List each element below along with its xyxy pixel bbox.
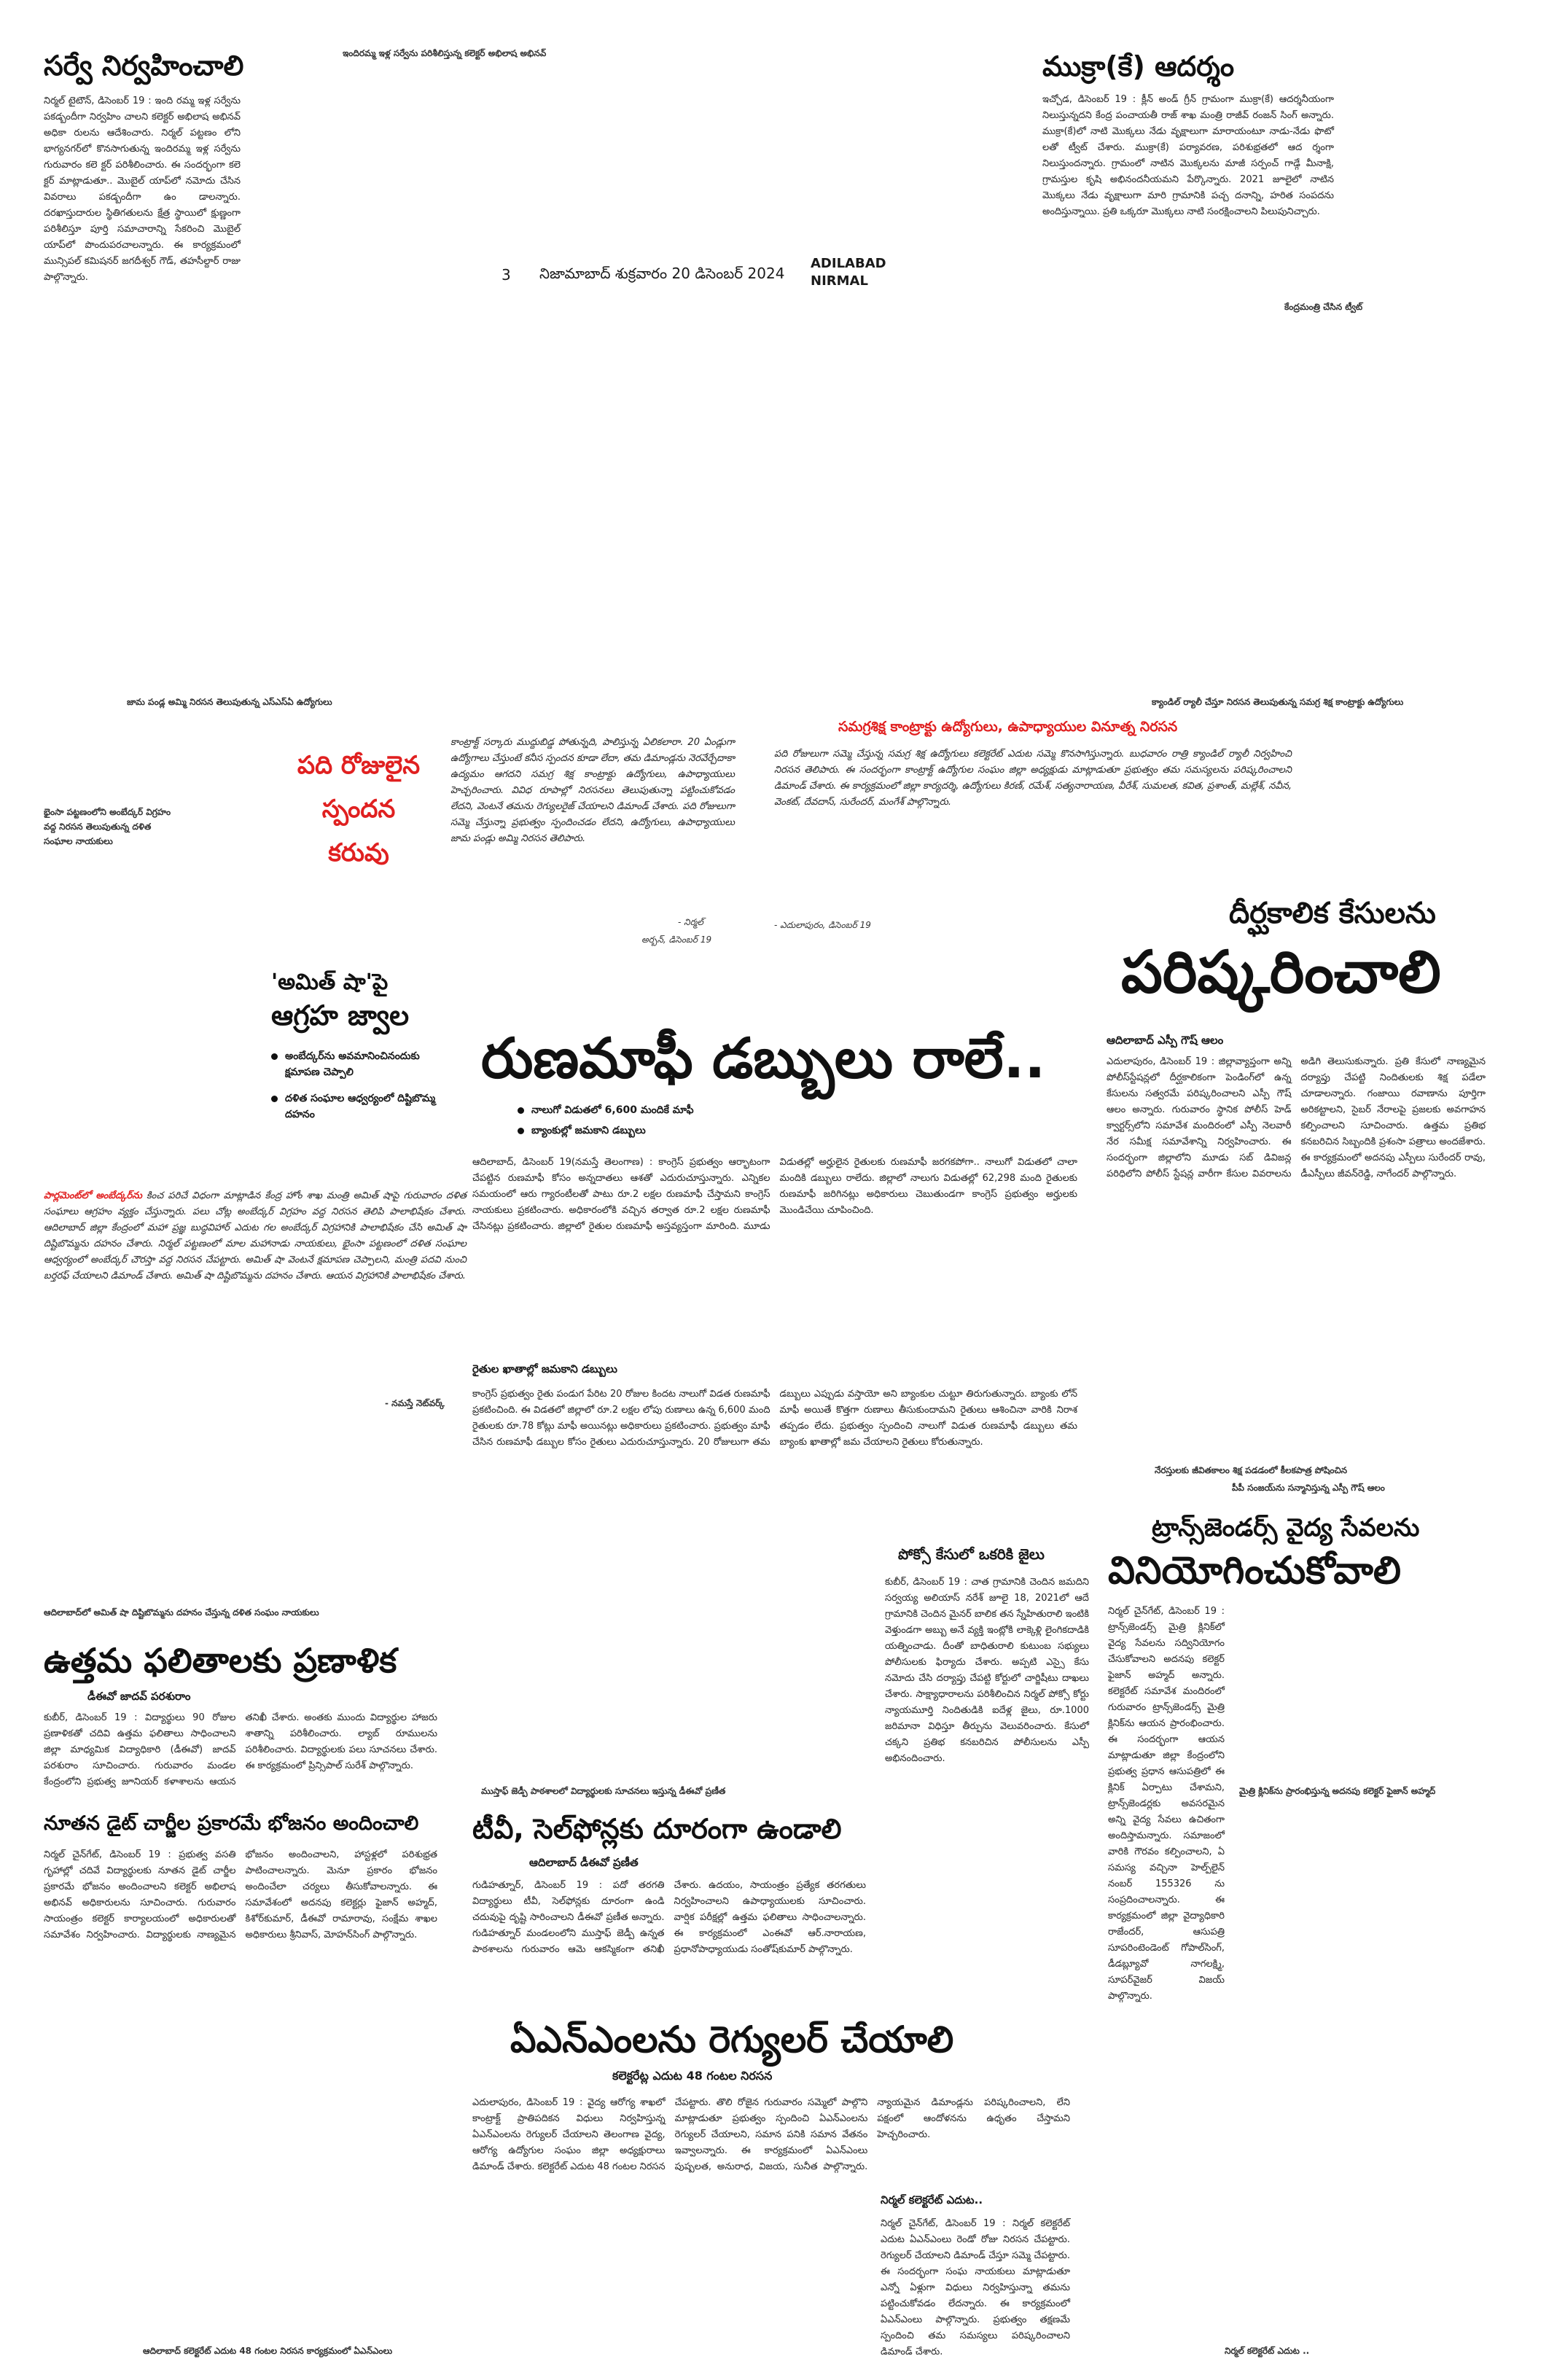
byline: ఆదిలాబాద్ ఎస్పీ గౌష్ ఆలం [1107, 1034, 1224, 1047]
headline: సర్వే నిర్వహించాలి [44, 50, 244, 82]
article-body: పది రోజులుగా సమ్మె చేస్తున్న సమగ్ర శిక్ష ఉద్యోగులు కలెక్టరేట్ ఎదుట సమ్మె కొనసాగిస్తున్నారు. బుధవారం రాత్రి క్యాండిల్ ర్యాలీ నిర్వహించి నిరసన తెలిపారు. ఈ సందర్భంగా కాంట్రాక్ట్ ఉద్యోగుల సంఘం జిల్లా అధ్యక్షుడు మాట్లాడుతూ ప్రభుత్వం తమ సమస్యలను పరిష్కరించాలని డిమాండ్ చేశారు. ఈ కార్యక్రమంలో జిల్లా కార్యదర్శి, ఉద్యోగులు కిరణ్, రమేశ్, సత్యనారాయణ, వీరేశ్, సుమలత, కవిత, ప్రశాంత్, మల్లేశ్, నవీన, వెంకట్, దేవదాస్, సురేందర్, మంగేశ్ పాల్గొన్నారు. [774, 749, 1292, 808]
headline: పరిష్కరించాలి [1121, 938, 1441, 1006]
edition-label [811, 255, 886, 290]
article-mukra [1042, 48, 1509, 220]
headline: వినియోగించుకోవాలి [1108, 1549, 1401, 1593]
photo-caption: భైంసా పట్టణంలోని అంబేద్కర్ విగ్రహం వద్ద నిరసన తెలుపుతున్న దళిత సంఘాల నాయకులు [44, 807, 171, 846]
article-survey [44, 48, 328, 286]
photo-caption: నిర్మల్ కలెక్టరేట్ ఎదుట .. [1225, 2346, 1310, 2356]
signature: - నమస్తే నెట్‌వర్క్ [385, 1398, 445, 1408]
lead-text: పార్లమెంట్‌లో అంబేద్కర్‌ను [44, 1190, 142, 1201]
signature: అర్బన్, డిసెంబర్ 19 [641, 935, 712, 945]
article-body: కుబీర్, డిసెంబర్ 19 : విద్యార్థులు 90 రోజుల ప్రణాళికతో చదివి ఉత్తమ ఫలితాలు సాధించాలని జిల్లా మాధ్యమిక విద్యాధికారి (డీఈవో) జాదవ్ పరశురాం సూచించారు. గురువారం మండల కేంద్రంలోని ప్రభుత్వ జూనియర్ కళాశాలను ఆయన తనిఖీ చేశారు. అంతకు ముందు విద్యార్థుల హాజరు శాతాన్ని పరిశీలించారు. ల్యాబ్ రూములను పరిశీలించారు. విద్యార్థులకు పలు సూచనలు చేశారు. ఈ కార్యక్రమంలో ప్రిన్సిపాల్ సురేశ్ పాల్గొన్నారు. [44, 1712, 437, 1787]
bullet-text: నాలుగో విడుతలో 6,600 మందికే మాఫీ [531, 1104, 694, 1116]
bullet-icon [518, 1107, 524, 1114]
headline: పోక్సో కేసులో ఒకరికి జైలు [898, 1545, 1045, 1563]
photo-caption: ఇందిరమ్మ ఇళ్ల సర్వేను పరిశీలిస్తున్న కలెక్టర్ అభిలాష అభినవ్ [343, 48, 547, 58]
article-body: కాంట్రాక్ట్ సర్కారు ముద్దుబిడ్డ పోతున్నది, పాలిస్తున్న ఏలికలారా. 20 ఏండ్లుగా ఉద్యోగాలు చేస్తుంటే కనీస స్పందన కూడా లేదా, తమ డిమాండ్లను నెరవేర్చేదాకా ఉద్యమం ఆగదని సమగ్ర శిక్ష కాంట్రాక్టు ఉద్యోగులు, ఉపాధ్యాయులు హెచ్చరించారు. వివిధ రూపాల్లో నిరసనలు తెలుపుతున్నా పట్టించుకోవడం లేదని, వెంటనే తమను రెగ్యులరైజ్ చేయాలని డిమాండ్ చేశారు. పది రోజులుగా సమ్మె చేస్తున్నా ప్రభుత్వం స్పందించడం లేదని, ఉద్యోగులు, ఉపాధ్యాయులు జామ పండ్లు అమ్మి నిరసన తెలిపారు. [450, 737, 735, 844]
photo-caption: పీపీ సంజయ్‌ను సన్మానిస్తున్న ఎస్పీ గౌష్ ఆలం [1232, 1483, 1385, 1493]
bullet-icon [271, 1096, 278, 1102]
body-text: కించ పరిచే విధంగా మాట్లాడిన కేంద్ర హోం శాఖ మంత్రి అమిత్ షాపై గురువారం దళిత సంఘాలు ఆగ్రహం వ్యక్తం చేస్తున్నారు. పలు చోట్ల అంబేద్కర్ విగ్రహం వద్ద నిరసన తెలిపి పాలాభిషేకం చేశారు. ఆదిలాబాద్ జిల్లా కేంద్రంలో మహా ప్రజ్ఞ బుద్ధవిహార్ ఎదుట గల అంబేద్కర్ విగ్రహానికి పాలాభిషేకం చేసి అమిత్ షా దిష్టిబొమ్మను దహనం చేశారు. నిర్మల్ పట్టణంలో మాల మహానాడు నాయకులు, భైంసా పట్టణంలో దళిత సంఘాల ఆధ్వర్యంలో అంబేద్కర్ చౌరస్తా వద్ద నిరసన చేపట్టారు. అమిత్ షా వెంటనే క్షమాపణ చెప్పాలని, మంత్రి పదవి నుంచి బర్తరఫ్ చేయాలని డిమాండ్ చేశారు. అమిత్ షా దిష్టిబొమ్మను దహనం చేశారు. ఆయన విగ్రహానికి పాలాభిషేకం చేశారు. [44, 1190, 467, 1281]
kicker: దీర్ఘకాలిక కేసులను [1229, 897, 1436, 930]
article-body: గుడిహత్నూర్, డిసెంబర్ 19 : పదో తరగతి విద్యార్థులు టీవీ, సెల్‌ఫోన్లకు దూరంగా ఉండి చదువుపై దృష్టి సారించాలని డీఈవో ప్రణీత అన్నారు. గుడిహత్నూర్ మండలంలోని ముస్తాఫ్ జెడ్పీ ఉన్నత పాఠశాలను గురువారం ఆమె ఆకస్మికంగా తనిఖీ చేశారు. ఉదయం, సాయంత్రం ప్రత్యేక తరగతులు నిర్వహించాలని ఉపాధ్యాయులకు సూచించారు. వార్షిక పరీక్షల్లో ఉత్తమ ఫలితాలు సాధించాలన్నారు. ఈ కార్యక్రమంలో ఎంఈవో ఆర్.నారాయణ, ప్రధానోపాధ్యాయుడు సంతోష్‌కుమార్ పాల్గొన్నారు. [472, 1880, 866, 1955]
red-callout [278, 744, 439, 875]
headline: ఏఎన్ఎంలను రెగ్యులర్ చేయాలి [510, 2018, 954, 2061]
article-body: నిర్మల్ టైటౌన్, డిసెంబర్ 19 : ఇంది రమ్మ ఇళ్ల సర్వేను పకడ్బందీగా నిర్వహిం చాలని కలెక్టర్ అభిలాష అభినవ్ అధికా రులను ఆదేశించారు. నిర్మల్ పట్టణం లోని భాగ్యనగర్‌లో కొనసాగుతున్న ఇందిరమ్మ ఇళ్ల సర్వేను గురువారం కలె క్టర్ పరిశీలించారు. ఈ సందర్భంగా కలె క్టర్ మాట్లాడుతూ.. మొబైల్ యాప్‌లో నమోదు చేసిన వివరాలు పకడ్బందీగా ఉం డాలన్నారు. దరఖాస్తుదారుల స్థితిగతులను క్షేత్ర స్థాయిలో క్షుణ్ణంగా పరిశీలిస్తూ పూర్తి సమాచారాన్ని సేకరించి మొబైల్ యాప్‌లో పొందుపరచాలన్నారు. ఈ కార్యక్రమంలో మున్సిపల్ కమిషనర్ జగదీశ్వర్ గౌడ్, తహసీల్దార్ రాజు పాల్గొన్నారు. [44, 95, 241, 283]
article-body: నిర్మల్ చైన్‌గేట్, డిసెంబర్ 19 : నిర్మల్ కలెక్టరేట్ ఎదుట ఏఎన్ఎంలు రెండో రోజు నిరసన చేపట్టారు. రెగ్యులర్ చేయాలని డిమాండ్ చేస్తూ సమ్మె చేపట్టారు. ఈ సందర్భంగా సంఘ నాయకులు మాట్లాడుతూ ఎన్నో ఏళ్లుగా విధులు నిర్వహిస్తున్నా తమను పట్టించుకోవడం లేదన్నారు. ఈ కార్యక్రమంలో ఏఎన్ఎంలు పాల్గొన్నారు. ప్రభుత్వం తక్షణమే స్పందించి తమ సమస్యలు పరిష్కరించాలని డిమాండ్ చేశారు. [881, 2218, 1070, 2357]
article-body: ఆదిలాబాద్, డిసెంబర్ 19(నమస్తే తెలంగాణ) : కాంగ్రెస్ ప్రభుత్వం ఆర్భాటంగా చేపట్టిన రుణమాఫీ కోసం అన్నదాతలు ఆశతో ఎదురుచూస్తున్నారు. ఎన్నికల సమయంలో ఆరు గ్యారంటీలతో పాటు రూ.2 లక్షల రుణమాఫీ చేస్తామని కాంగ్రెస్ నాయకులు ప్రకటించారు. అధికారంలోకి వచ్చిన తర్వాత రూ.2 లక్షల రుణమాఫీ చేసినట్లు ప్రకటించారు. జిల్లాలో రైతుల రుణమాఫీ అస్తవ్యస్తంగా మారింది. మూడు విడుతల్లో అర్హులైన రైతులకు రుణమాఫీ జరగకపోగా.. నాలుగో విడుతలో చాలా మందికి డబ్బులు రాలేదు. జిల్లాలో నాలుగు విడుతల్లో 62,298 మంది రైతులకు రుణమాఫీ జరిగినట్లు అధికారులు చెబుతుండగా కాంగ్రెస్ ప్రభుత్వం అర్హులకు మొండిచేయి చూపించింది. [472, 1157, 1077, 1232]
dateline: నిజామాబాద్ శుక్రవారం 20 డిసెంబర్ 2024 [539, 265, 785, 282]
callout-line: స్పందన [321, 795, 396, 824]
byline: ఆదిలాబాద్ డీఈవో ప్రణీత [529, 1856, 639, 1869]
subheading: నిర్మల్ కలెక్టరేట్ ఎదుట.. [881, 2193, 983, 2207]
headline: ముక్రా(కే) ఆదర్శం [1042, 50, 1235, 82]
bullet-list [271, 1048, 453, 1123]
bullet-text: దళిత సంఘాల ఆధ్వర్యంలో దిష్టిబొమ్మ దహనం [285, 1093, 436, 1120]
page-number: 3 [502, 266, 511, 284]
photo-caption: ముస్తాఫ్ జెడ్పీ పాఠశాలలో విద్యార్థులకు సూచనలు ఇస్తున్న డీఈవో ప్రణీత [481, 1786, 726, 1796]
article-body: ఎదులాపురం, డిసెంబర్ 19 : జిల్లావ్యాప్తంగా అన్ని పోలీస్‌స్టేషన్లలో దీర్ఘకాలికంగా పెండింగ్‌లో ఉన్న కేసులను సత్వరమే పరిష్కరించాలని ఎస్పీ గౌష్ ఆలం అన్నారు. గురువారం స్థానిక పోలీస్ హెడ్ క్వార్టర్స్‌లోని సమావేశ మందిరంలో ఎస్పీ నెలవారీ నేర సమీక్ష సమావేశాన్ని నిర్వహించారు. ఈ సందర్భంగా జిల్లాలోని మూడు సబ్ డివిజన్ల పరిధిలోని పోలీస్ స్టేషన్ల వారీగా కేసుల వివరాలను అడిగి తెలుసుకున్నారు. ప్రతి కేసులో నాణ్యమైన దర్యాప్తు చేపట్టి నిందితులకు శిక్ష పడేలా చూడాలన్నారు. గంజాయి రవాణాను పూర్తిగా అరికట్టాలని, సైబర్ నేరాలపై ప్రజలకు అవగాహన కల్పించాలని సూచించారు. ఉత్తమ ప్రతిభ కనబరిచిన సిబ్బందికి ప్రశంసా పత్రాలు అందజేశారు. ఈ కార్యక్రమంలో అదనపు ఎస్పీలు సురేందర్ రావు, డీఎస్పీలు జీవన్‌రెడ్డి, నాగేందర్ పాల్గొన్నారు. [1107, 1056, 1486, 1179]
callout-line: కరువు [328, 838, 389, 867]
callout-line: పది రోజులైన [297, 751, 421, 780]
bullet-item [518, 1123, 809, 1139]
headline: రుణమాఫీ డబ్బులు రాలే.. [481, 1026, 1046, 1090]
tweet-caption: కేంద్రమంత్రి చేసిన ట్వీట్ [1284, 302, 1363, 312]
headline: టీవీ, సెల్‌ఫోన్లకు దూరంగా ఉండాలి [472, 1813, 842, 1845]
byline: డీఈవో జాదవ్ పరశురాం [87, 1690, 191, 1703]
bullet-list [518, 1102, 809, 1139]
article-body: ఇచ్చోడ, డిసెంబర్ 19 : క్లీన్ అండ్ గ్రీన్ గ్రామంగా ముక్రా(కే) ఆదర్శనీయంగా నిలుస్తున్నదని కేంద్ర పంచాయతీ రాజ్ శాఖ మంత్రి రాజీవ్ రంజన్ సింగ్ అన్నారు. ముక్రా(కే)లో నాటి మొక్కలు నేడు వృక్షాలుగా మారాయంటూ నాడు-నేడు ఫొటో లతో ట్వీట్ చేశారు. ముక్రా(కే) పర్యావరణ, పరిశుభ్రతలో ఆద ర్శంగా నిలుస్తుందన్నారు. గ్రామంలో నాటిన మొక్కలను మాజీ సర్పంచ్ గాడ్గే మీనాక్షి, గ్రామస్తుల కృషి అభినందనీయమని పేర్కొన్నారు. 2021 జూలైలో నాటిన మొక్కలు నేడు వృక్షాలుగా మారి గ్రామానికి పచ్చ దనాన్ని, హరిత సంపదను అందిస్తున్నాయి. ప్రతి ఒక్కరూ మొక్కలు నాటి సంరక్షించాలని పిలుపునిచ్చారు. [1042, 94, 1334, 217]
article-body: ఎదులాపురం, డిసెంబర్ 19 : వైద్య ఆరోగ్య శాఖలో కాంట్రాక్ట్ ప్రాతిపదికన విధులు నిర్వహిస్తున్న ఏఎన్ఎంలను రెగ్యులర్ చేయాలని తెలంగాణ వైద్య, ఆరోగ్య ఉద్యోగుల సంఘం జిల్లా అధ్యక్షురాలు డిమాండ్ చేశారు. కలెక్టరేట్ ఎదుట 48 గంటల నిరసన చేపట్టారు. తొలి రోజైన గురువారం సమ్మెలో పాల్గొని మాట్లాడుతూ ప్రభుత్వం స్పందించి ఏఎన్ఎంలను రెగ్యులర్ చేయాలని, సమాన పనికి సమాన వేతనం ఇవ్వాలన్నారు. ఈ కార్యక్రమంలో ఏఎన్ఎంలు పుష్పలత, అనురాధ, విజయ, సునీత పాల్గొన్నారు. న్యాయమైన డిమాండ్లను పరిష్కరించాలని, లేని పక్షంలో ఆందోళనను ఉధృతం చేస్తామని హెచ్చరించారు. [472, 2097, 1070, 2172]
edition-line: ADILABAD [811, 256, 886, 271]
kicker: ట్రాన్స్‌జెండర్స్ వైద్య సేవలను [1152, 1513, 1420, 1542]
article-body: నిర్మల్ చైన్‌గేట్, డిసెంబర్ 19 : ప్రభుత్వ వసతి గృహాల్లో చదివే విద్యార్థులకు నూతన డైట్ చార్జీల ప్రకారమే భోజనం అందించాలని కలెక్టర్ అభిలాష అభినవ్ అధికారులను సూచించారు. గురువారం సాయంత్రం కలెక్టర్ కార్యాలయంలో అధికారులతో సమావేశం నిర్వహించారు. విద్యార్థులకు నాణ్యమైన భోజనం అందించాలని, హాస్టళ్లలో పరిశుభ్రత పాటించాలన్నారు. మెనూ ప్రకారం భోజనం అందించేలా చర్యలు తీసుకోవాలన్నారు. ఈ సమావేశంలో అదనపు కలెక్టర్లు ఫైజాన్ అహ్మద్, కిశోర్‌కుమార్, డీఈవో రామారావు, సంక్షేమ శాఖల అధికారులు శ్రీనివాస్, మోహన్‌సింగ్ పాల్గొన్నారు. [44, 1849, 437, 1940]
bullet-text: బ్యాంకుల్లో జమకాని డబ్బులు [531, 1125, 646, 1136]
edition-line: NIRMAL [811, 273, 868, 289]
subheading: రైతుల ఖాతాల్లో జమకాని డబ్బులు [472, 1362, 617, 1376]
sidebar-amitshah [271, 968, 453, 1123]
subheadline: కలెక్టరేట్ల ఎదుట 48 గంటల నిరసన [612, 2069, 773, 2083]
photo-caption: నేరస్తులకు జీవితకాలం శిక్ష పడడంలో కీలకపాత్ర పోషించిన [1155, 1465, 1348, 1475]
photo-caption: ఆదిలాబాద్ కలెక్టరేట్ ఎదుట 48 గంటల నిరసన కార్యక్రమంలో ఏఎన్ఎంలు [143, 2346, 393, 2356]
bullet-item [271, 1048, 453, 1080]
article-body [44, 1188, 467, 1284]
article-body: కుబీర్, డిసెంబర్ 19 : చాత గ్రామానికి చెందిన జమదిని సర్వయ్య అలియాస్ నరేశ్ జూలై 18, 2021లో ఆదే గ్రామానికి చెందిన మైనర్ బాలిక తన స్నేహితురాలి ఇంటికి వెళ్తుండగా అబ్బు అనే వ్యక్తి ఇంట్లోకి లాక్కెళ్లి లైంగికదాడికి యత్నించాడు. దీంతో బాధితురాలి కుటుంబ సభ్యులు పోలీసులకు ఫిర్యాదు చేశారు. అప్పటి ఎస్సై కేసు నమోదు చేసి దర్యాప్తు చేపట్టి కోర్టులో చార్జిషీటు దాఖలు చేశారు. సాక్ష్యాధారాలను పరిశీలించిన నిర్మల్ పోక్సో కోర్టు న్యాయమూర్తి నిందితుడికి ఐదేళ్ల జైలు, రూ.1000 జరిమానా విధిస్తూ తీర్పును వెలువరించారు. కేసులో చక్కని ప్రతిభ కనబరిచిన పోలీసులను ఎస్పీ అభినందించారు. [885, 1577, 1089, 1764]
signature: - నిర్మల్ [678, 917, 703, 927]
bullet-text: అంబేద్కర్‌ను అవమానించినందుకు క్షమాపణ చెప్పాలి [285, 1050, 420, 1078]
bullet-icon [518, 1128, 524, 1134]
signature: - ఎదులాపురం, డిసెంబర్ 19 [774, 920, 871, 930]
headline: నూతన డైట్ చార్జీల ప్రకారమే భోజనం అందించాలి [44, 1812, 419, 1835]
body-text: నిర్మల్ చైన్‌గేట్, డిసెంబర్ 19 : ట్రాన్స్‌జెండర్స్ మైత్రి క్లినిక్‌లో వైద్య సేవలను సద్వినియోగం చేసుకోవాలని అదనపు కలెక్టర్ ఫైజాన్ అహ్మద్ అన్నారు. కలెక్టరేట్ సమావేశ మందిరంలో గురువారం ట్రాన్స్‌జెండర్స్ మైత్రి క్లినిక్‌ను ఆయన ప్రారంభించారు. ఈ సందర్భంగా ఆయన మాట్లాడుతూ జిల్లా కేంద్రంలోని ప్రభుత్వ ప్రధాన ఆసుపత్రిలో ఈ క్లినిక్ ఏర్పాటు చేశామని, ట్రాన్స్‌జెండర్లకు అవసరమైన అన్ని వైద్య సేవలు ఉచితంగా అందిస్తామన్నారు. సమాజంలో వారికి గౌరవం కల్పించాలని, ఏ సమస్య వచ్చినా హెల్ప్‌లైన్ నంబర్ 155326 ను సంప్రదించాలన్నారు. ఈ కార్యక్రమంలో జిల్లా వైద్యాధికారి రాజేందర్, ఆసుపత్రి సూపరింటెండెంట్ గోపాల్‌సింగ్, డీడబ్ల్యూవో నాగలక్ష్మి, సూపర్‌వైజర్ విజయ్ పాల్గొన్నారు. [1108, 1606, 1225, 2002]
headline: సమగ్రశిక్ష కాంట్రాక్టు ఉద్యోగులు, ఉపాధ్యాయుల వినూత్న నిరసన [838, 719, 1178, 735]
photo-caption: జామ పండ్ల అమ్మి నిరసన తెలుపుతున్న ఎస్ఎస్ఏ ఉద్యోగులు [127, 697, 332, 707]
photo-caption: ఆదిలాబాద్‌లో అమిత్ షా దిష్టిబొమ్మను దహనం చేస్తున్న దళిత సంఘం నాయకులు [44, 1607, 319, 1618]
photo-caption: మైత్రి క్లినిక్‌ను ప్రారంభిస్తున్న అదనపు కలెక్టర్ ఫైజాన్ అహ్మద్ [1239, 1786, 1436, 1796]
article-body: కాంగ్రెస్ ప్రభుత్వం రైతు పండుగ పేరిట 20 రోజుల కిందట నాలుగో విడత రుణమాఫీ ప్రకటించింది. ఈ విడతలో జిల్లాలో రూ.2 లక్షల లోపు రుణాలు ఉన్న 6,600 మంది రైతులకు రూ.78 కోట్లు మాఫీ అయినట్లు అధికారులు ప్రకటించారు. ప్రభుత్వం మాఫీ చేసిన రుణమాఫీ డబ్బుల కోసం రైతులు ఎదురుచూస్తున్నారు. 20 రోజులుగా తమ డబ్బులు ఎప్పుడు వస్తాయో అని బ్యాంకుల చుట్టూ తిరుగుతున్నారు. బ్యాంకు లోన్ మాఫీ అయితే కొత్తగా రుణాలు తీసుకుందామని రైతులు ఆశించినా వారికి నిరాశ తప్పడం లేదు. ప్రభుత్వం స్పందించి నాలుగో విడుత రుణమాఫీ డబ్బులు తమ బ్యాంకు ఖాతాల్లో జమ చేయాలని రైతులు కోరుతున్నారు. [472, 1389, 1077, 1448]
bullet-item [518, 1102, 809, 1118]
headline: 'అమిత్ షా'పై [271, 969, 389, 995]
photo-caption: క్యాండిల్ ర్యాలీ చేస్తూ నిరసన తెలుపుతున్న సమగ్ర శిక్ష కాంట్రాక్టు ఉద్యోగులు [1152, 697, 1404, 707]
article-body-photo-column [1108, 1604, 1225, 2002]
bullet-icon [271, 1053, 278, 1060]
headline: ఉత్తమ ఫలితాలకు ప్రణాళిక [44, 1641, 397, 1680]
headline: ఆగ్రహ జ్వాల [271, 999, 410, 1031]
bullet-item [271, 1090, 453, 1123]
